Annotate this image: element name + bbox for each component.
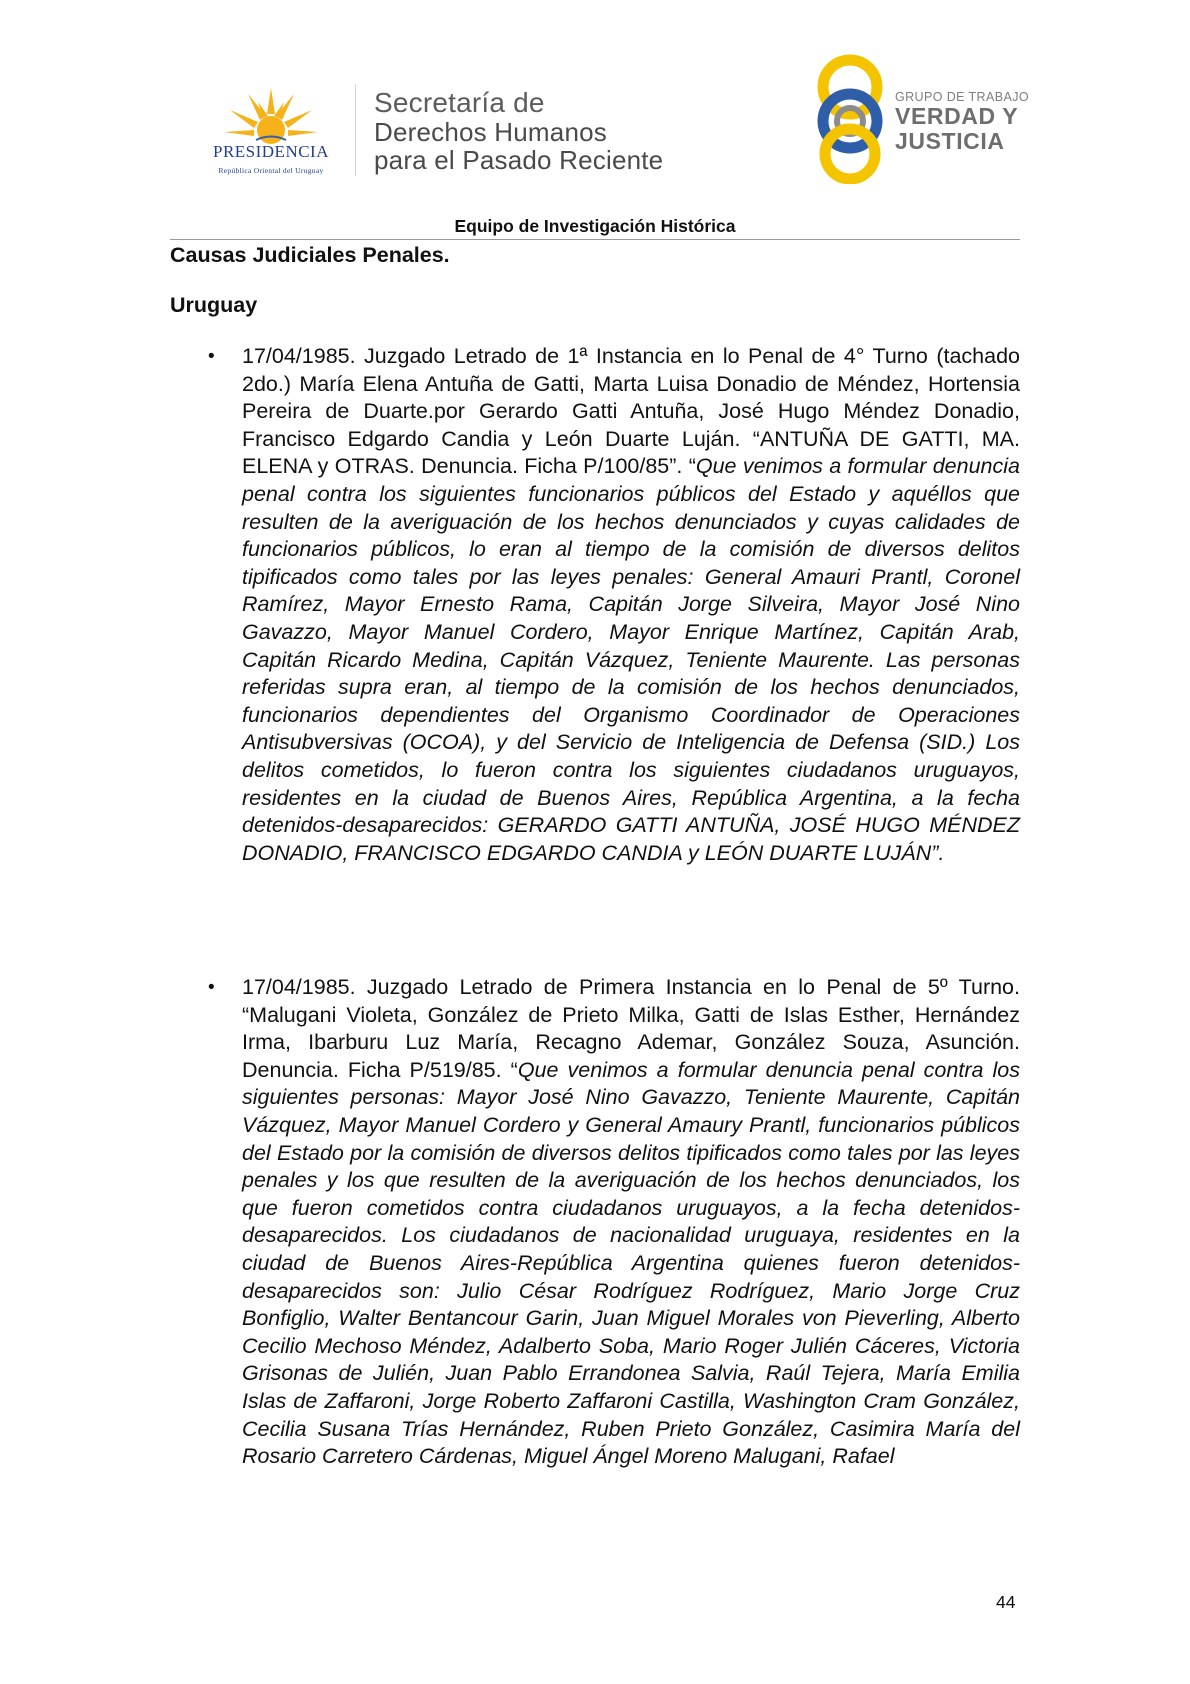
entry-quote: Que venimos a formular denuncia penal contra los siguientes funcionarios públicos del Estado y aquéllos que resulten de la averiguación de los hechos denunciados y cuyas calidades de funcionarios públicos, lo eran al tiempo de la comisión de diversos delitos tipificados como tales por las leyes penales: General Amauri Prantl, Coronel Ramírez, Mayor Ernesto Rama, Capitán Jorge Silveira, Mayor José Nino Gavazzo, Mayor Manuel Cordero, Mayor Enrique Martínez, Capitán Arab, Capitán Ricardo Medina, Capitán Vázquez, Teniente Maurente. Las personas referidas supra eran, al tiempo de la comisión de los hechos denunciados, funcionarios dependientes del Organismo Coordinador de Operaciones Antisubversivas (OCOA), y del Servicio de Inteligencia de Defensa (SID.) Los delitos cometidos, lo fueron contra los siguientes ciudadanos uruguayos, residentes en la ciudad de Buenos Aires, República Argentina, a la fecha detenidos-desaparecidos: GERARDO GATTI ANTUÑA, JOSÉ HUGO MÉNDEZ DONADIO, FRANCISCO EDGARDO CANDIA y LEÓN DUARTE LUJÁN”. <box>242 454 1020 865</box>
verdad-justicia-wordmark <box>895 90 1029 154</box>
list-item <box>208 343 1020 867</box>
secretaria-line-2: Derechos Humanos <box>374 117 607 147</box>
grupo-line-1: GRUPO DE TRABAJO <box>895 90 1029 104</box>
grupo-line-3: JUSTICIA <box>895 128 1005 154</box>
bullet: • <box>208 346 215 367</box>
presidencia-subtitle: República Oriental del Uruguay <box>218 166 324 175</box>
secretaria-line-3: para el Pasado Reciente <box>374 145 664 175</box>
presidencia-wordmark: PRESIDENCIA <box>212 142 329 161</box>
entry-text: 17/04/1985. Juzgado Letrado de Primera Instancia en lo Penal de 5º Turno. “Malugani Violeta, González de Prieto Milka, Gatti de Islas Esther, Hernández Irma, Ibarburu Luz María, Recagno Ademar, González Souza, Asunción. Denuncia. Ficha P/519/85. “ <box>242 975 1020 1082</box>
secretaria-title <box>374 88 663 174</box>
page-header <box>0 0 1190 236</box>
secretaria-line-1: Secretaría de <box>374 87 545 118</box>
list-item <box>208 974 1020 1471</box>
bullet: • <box>208 977 215 998</box>
section-title: Uruguay <box>170 293 258 317</box>
entry-quote: Que venimos a formular denuncia penal contra los siguientes personas: Mayor José Nino Gavazzo, Teniente Maurente, Capitán Vázquez, Mayor Manuel Cordero y General Amaury Prantl, funcionarios públicos del Estado por la comisión de diversos delitos tipificados como tales por las leyes penales y los que resulten de la averiguación de los hechos denunciados, los que fueron cometidos contra ciudadanos uruguayos, a la fecha detenidos-desaparecidos. Los ciudadanos de nacionalidad uruguaya, residentes en la ciudad de Buenos Aires-República Argentina quienes fueron detenidos-desaparecidos son: Julio César Rodríguez Rodríguez, Mario Jorge Cruz Bonfiglio, Walter Bentancour Garin, Juan Miguel Morales von Pieverling, Alberto Cecilio Mechoso Méndez, Adalberto Soba, Mario Roger Julién Cáceres, Victoria Grisonas de Julién, Juan Pablo Errandonea Salvia, Raúl Tejera, María Emilia Islas de Zaffaroni, Jorge Roberto Zaffaroni Castilla, Washington Cram González, Cecilia Susana Trías Hernández, Ruben Prieto González, Casimira María del Rosario Carretero Cárdenas, Miguel Ángel Moreno Malugani, Rafael <box>242 1057 1020 1469</box>
page-number: 44 <box>996 1592 1016 1612</box>
logo-divider <box>355 84 356 176</box>
header-rule <box>170 239 1020 240</box>
document-title: Causas Judiciales Penales. <box>170 243 450 267</box>
presidencia-logo <box>196 80 346 180</box>
grupo-line-2: VERDAD Y <box>895 103 1019 129</box>
team-name: Equipo de Investigación Histórica <box>454 216 736 236</box>
entry-text: 17/04/1985. Juzgado Letrado de 1ª Instancia en lo Penal de 4° Turno (tachado 2do.) María Elena Antuña de Gatti, Marta Luisa Donadio de Méndez, Hortensia Pereira de Duarte.por Gerardo Gatti Antuña, José Hugo Méndez Donadio, Francisco Edgardo Candia y León Duarte Luján. “ANTUÑA DE GATTI, MA. ELENA y OTRAS. Denuncia. Ficha P/100/85”. “ <box>242 344 1020 479</box>
sun-icon <box>196 80 346 144</box>
